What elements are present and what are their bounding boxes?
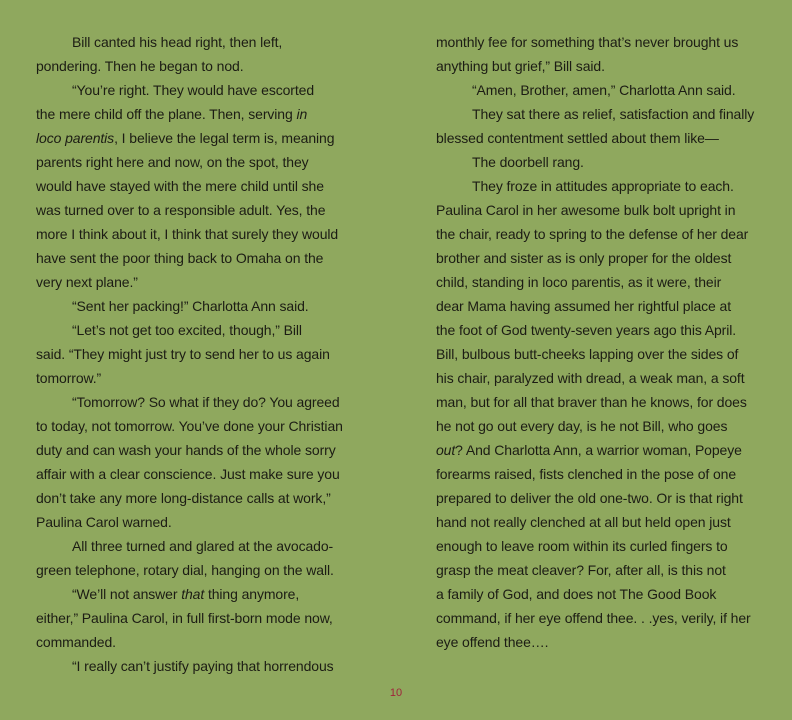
text-line <box>436 246 764 270</box>
text-span: more I think about it, I think that surely they would <box>36 226 339 242</box>
text-span: very next plane.” <box>36 274 138 290</box>
text-line <box>36 366 362 390</box>
text-line <box>436 534 764 558</box>
text-span: “We’ll not answer <box>72 586 182 602</box>
text-span: “Amen, Brother, amen,” Charlotta Ann said. <box>472 82 736 98</box>
text-line <box>436 630 764 654</box>
text-line <box>36 606 362 630</box>
text-line <box>436 510 764 534</box>
text-span: “You’re right. They would have escorted <box>72 82 315 98</box>
text-line <box>36 438 362 462</box>
text-span: to today, not tomorrow. You’ve done your Christian <box>36 418 343 434</box>
text-span: parents right here and now, on the spot, they <box>36 154 309 170</box>
text-line <box>36 150 362 174</box>
text-span: affair with a clear conscience. Just make sure you <box>36 466 340 482</box>
text-line <box>36 510 362 534</box>
text-span: pondering. Then he began to nod. <box>36 58 244 74</box>
text-line <box>436 366 764 390</box>
text-span: the mere child off the plane. Then, serving <box>36 106 297 122</box>
text-line <box>436 78 764 102</box>
right-text-column <box>436 30 764 654</box>
text-line <box>436 150 764 174</box>
text-span: forearms raised, fists clenched in the pose of one <box>436 466 737 482</box>
text-span: “Let’s not get too excited, though,” Bill <box>72 322 302 338</box>
text-span: , I believe the legal term is, meaning <box>114 130 335 146</box>
text-span: anything but grief,” Bill said. <box>436 58 605 74</box>
text-span: enough to leave room within its curled fingers to <box>436 538 728 554</box>
text-line <box>36 318 362 342</box>
text-line <box>36 654 362 678</box>
text-line <box>436 270 764 294</box>
text-span: ? And Charlotta Ann, a warrior woman, Popeye <box>455 442 742 458</box>
text-line <box>36 270 362 294</box>
text-span: his chair, paralyzed with dread, a weak man, a soft <box>436 370 745 386</box>
text-span: tomorrow.” <box>36 370 102 386</box>
text-line <box>436 558 764 582</box>
text-span: the chair, ready to spring to the defense of her dear <box>436 226 749 242</box>
text-span: They sat there as relief, satisfaction and finally <box>472 106 755 122</box>
text-span: man, but for all that braver than he knows, for does <box>436 394 747 410</box>
text-line <box>36 630 362 654</box>
text-line <box>36 414 362 438</box>
text-line <box>436 318 764 342</box>
text-line <box>36 78 362 102</box>
italic-text-span: out <box>436 442 456 458</box>
text-span: Paulina Carol in her awesome bulk bolt upright in <box>436 202 736 218</box>
text-span: would have stayed with the mere child until she <box>36 178 324 194</box>
text-line <box>36 198 362 222</box>
text-span: Bill canted his head right, then left, <box>72 34 283 50</box>
text-span: the foot of God twenty-seven years ago this April. <box>436 322 737 338</box>
text-span: “Tomorrow? So what if they do? You agreed <box>72 394 340 410</box>
text-span: hand not really clenched at all but held open just <box>436 514 731 530</box>
text-line <box>436 342 764 366</box>
text-line <box>436 198 764 222</box>
page-number: 10 <box>389 687 403 699</box>
text-span: Paulina Carol warned. <box>36 514 172 530</box>
text-span: commanded. <box>36 634 116 650</box>
text-span: prepared to deliver the old one-two. Or is that right <box>436 490 743 506</box>
text-line <box>36 342 362 366</box>
text-line <box>436 30 764 54</box>
text-line <box>36 222 362 246</box>
text-line <box>436 54 764 78</box>
text-span: brother and sister as is only proper for the oldest <box>436 250 732 266</box>
text-span: “I really can’t justify paying that horrendous <box>72 658 334 674</box>
text-span: green telephone, rotary dial, hanging on the wall. <box>36 562 334 578</box>
left-text-column <box>36 30 362 678</box>
text-line <box>36 486 362 510</box>
text-span: blessed contentment settled about them like— <box>436 130 719 146</box>
text-line <box>36 126 362 150</box>
italic-text-span: in <box>296 106 308 122</box>
text-line <box>436 390 764 414</box>
text-line <box>436 486 764 510</box>
text-line <box>36 294 362 318</box>
text-line <box>436 462 764 486</box>
text-span: grasp the meat cleaver? For, after all, is this not <box>436 562 726 578</box>
text-span: “Sent her packing!” Charlotta Ann said. <box>72 298 309 314</box>
italic-text-span: that <box>181 586 205 602</box>
text-line <box>436 414 764 438</box>
text-line <box>36 462 362 486</box>
text-span: All three turned and glared at the avocado- <box>72 538 334 554</box>
text-line <box>36 102 362 126</box>
text-span: command, if her eye offend thee. . .yes, verily, if her <box>436 610 751 626</box>
text-span: a family of God, and does not The Good Book <box>436 586 717 602</box>
text-line <box>36 390 362 414</box>
text-span: eye offend thee…. <box>436 634 549 650</box>
text-span: child, standing in loco parentis, as it were, their <box>436 274 722 290</box>
text-span: They froze in attitudes appropriate to each. <box>472 178 734 194</box>
text-line <box>436 294 764 318</box>
text-span: The doorbell rang. <box>472 154 584 170</box>
text-line <box>436 606 764 630</box>
text-line <box>36 54 362 78</box>
text-line <box>36 174 362 198</box>
text-span: thing anymore, <box>204 586 300 602</box>
text-line <box>436 126 764 150</box>
text-line <box>436 222 764 246</box>
text-span: don’t take any more long-distance calls at work,” <box>36 490 331 506</box>
text-span: was turned over to a responsible adult. Yes, the <box>36 202 326 218</box>
text-span: monthly fee for something that’s never brought us <box>436 34 739 50</box>
text-line <box>436 438 764 462</box>
text-span: dear Mama having assumed her rightful place at <box>436 298 732 314</box>
text-line <box>36 246 362 270</box>
text-line <box>436 174 764 198</box>
text-span: either,” Paulina Carol, in full first-born mode now, <box>36 610 333 626</box>
text-line <box>36 558 362 582</box>
text-line <box>36 582 362 606</box>
text-span: said. “They might just try to send her to us again <box>36 346 330 362</box>
text-line <box>36 30 362 54</box>
italic-text-span: loco parentis <box>36 130 115 146</box>
text-line <box>36 534 362 558</box>
text-span: duty and can wash your hands of the whole sorry <box>36 442 336 458</box>
text-span: he not go out every day, is he not Bill, who goes <box>436 418 728 434</box>
text-line <box>436 582 764 606</box>
text-line <box>436 102 764 126</box>
text-span: have sent the poor thing back to Omaha on the <box>36 250 324 266</box>
text-span: Bill, bulbous butt-cheeks lapping over the sides of <box>436 346 739 362</box>
